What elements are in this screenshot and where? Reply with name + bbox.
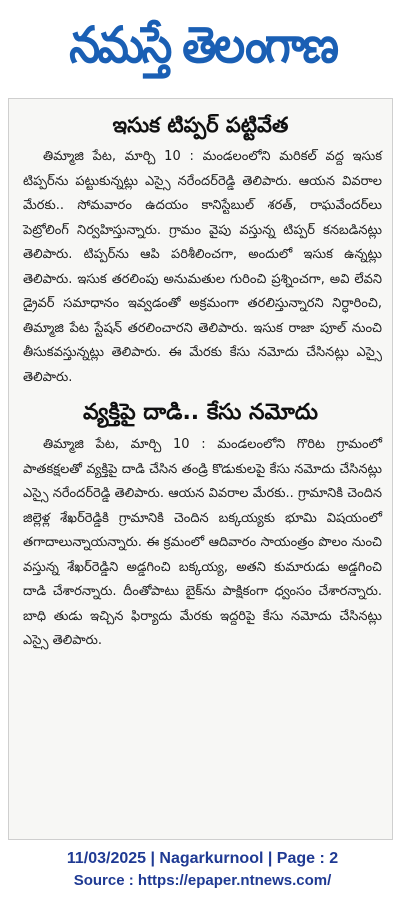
- masthead-title: నమస్తే తెలంగాణ: [68, 15, 337, 74]
- article2-headline: వ్యక్తిపై దాడి.. కేసు నమోదు: [83, 400, 318, 426]
- source-link[interactable]: Source : https://epaper.ntnews.com/: [73, 872, 332, 889]
- article1-body: తిమ్మాజి పేట, మార్చి 10 : మండలంలోని మరికల్ వద్ద ఇసుక టిప్పర్‌ను పట్టుకున్నట్లు ఎస్సై నరేందర్‌రెడ్డి తెలిపారు. ఆయన వివరాల మేరకు.. సోమవారం ఉదయం కానిస్టేబుల్ శరత్, రాఘవేందర్‌లు పెట్రోలింగ్ నిర్వహిస్తున్నారు. గ్రామం వైపు వస్తున్న టిప్పర్ కనబడినట్లు తెలిపారు. టిప్పర్‌ను ఆపి పరిశీలించగా, అందులో ఇసుక ఉన్నట్లు తెలిపారు. ఇసుక తరలింపు అనుమతుల గురించి ప్రశ్నించగా, అవి లేవని డ్రైవర్ సమాధానం ఇవ్వడంతో అక్రమంగా తరలిస్తున్నారని నిర్ధారించి, తిమ్మాజి పేట స్టేషన్ తరలించారని తెలిపారు. ఇసుక రాజా పూల్ నుంచి తీసుకవస్తున్నట్లు తెలిపారు. ఈ మేరకు కేసు నమోదు చేసినట్లు ఎస్సై తెలిపారు.: [23, 149, 382, 385]
- article2-body: తిమ్మాజి పేట, మార్చి 10 : మండలంలోని గొరిట గ్రామంలో పాతకక్షలతో వ్యక్తిపై దాడి చేసిన తండ్రి కొడుకులపై కేసు నమోదు చేసినట్లు ఎస్సై నరేందర్‌రెడ్డి తెలిపారు. ఆయన వివరాల మేరకు.. గ్రామానికి చెందిన జిల్లెళ్ల శేఖర్‌రెడ్డికి గ్రామానికి చెందిన బక్కయ్యకు భూమి విషయంలో తగాదాలున్నాయన్నారు. ఈ క్రమంలో ఆదివారం సాయంత్రం పొలం నుంచి వస్తున్న శేఖర్‌రెడ్డిని అడ్డగించి బక్కయ్య, అతని కుమారుడు అడ్డగించి దాడి చేశారన్నారు. దీంతోపాటు బైక్‌ను పాక్షికంగా ధ్వంసం చేశారన్నారు. బాధి తుడు ఇచ్చిన ఫిర్యాదు మేరకు ఇద్దరిపై కేసు నమోదు చేసినట్లు ఎస్సై తెలిపారు.: [23, 437, 382, 649]
- masthead: [0, 0, 405, 90]
- article1-headline: ఇసుక టిప్పర్ పట్టివేత: [112, 113, 289, 137]
- page-footer: [0, 848, 405, 892]
- news-clipping: [8, 98, 393, 840]
- edition-info: 11/03/2025 | Nagarkurnool | Page : 2: [66, 850, 339, 867]
